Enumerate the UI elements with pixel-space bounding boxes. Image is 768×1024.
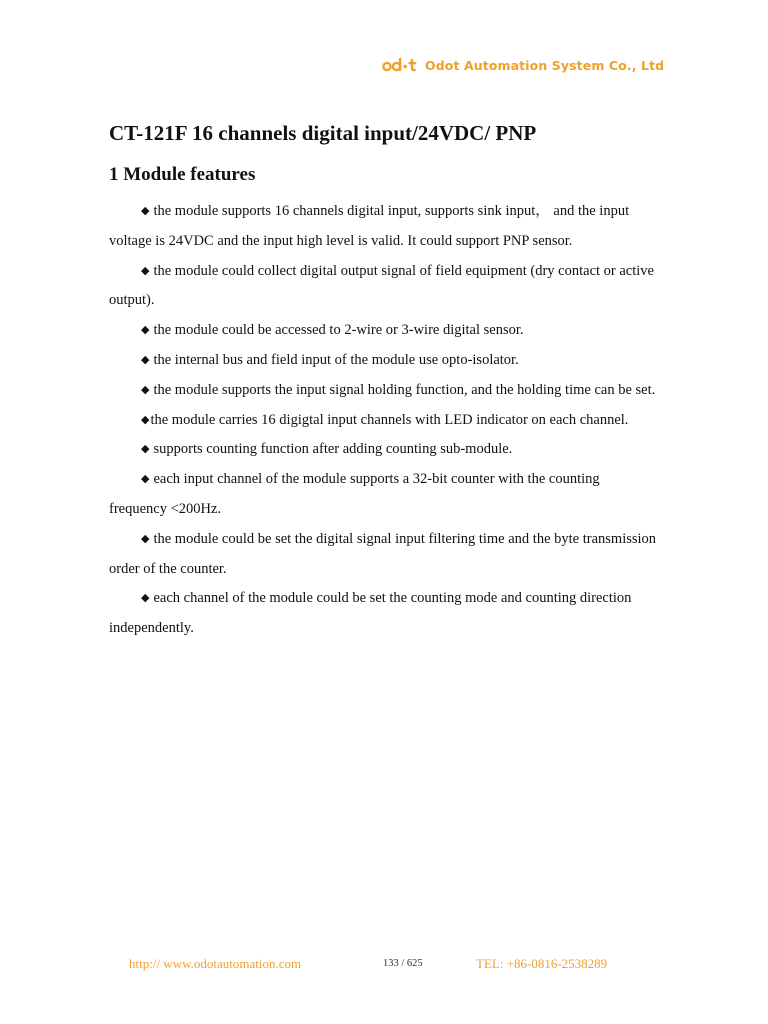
- feature-item: [109, 435, 659, 465]
- page-number: 133 / 625: [383, 958, 423, 969]
- diamond-bullet-icon: ◆: [141, 412, 150, 426]
- feature-text: the module could be accessed to 2-wire or 3-wire digital sensor.: [153, 322, 524, 339]
- feature-text: the module supports 16 channels digital input, supports sink input， and the input voltage is 24VDC and the input high level is valid. It could support PNP sensor.: [109, 203, 630, 249]
- website-link[interactable]: http:// www.odotautomation.com: [129, 956, 302, 971]
- diamond-bullet-icon: ◆: [141, 352, 150, 366]
- diamond-bullet-icon: ◆: [141, 442, 150, 456]
- feature-item: [109, 584, 659, 644]
- telephone-number: TEL: +86-0816-2538289: [476, 956, 608, 971]
- feature-item: [109, 406, 659, 436]
- feature-item: [109, 316, 659, 346]
- feature-item: [109, 465, 659, 525]
- feature-text: each input channel of the module supports a 32-bit counter with the counting frequency <200Hz.: [109, 471, 600, 517]
- odot-logo: [382, 55, 418, 75]
- feature-text: the internal bus and field input of the module use opto-isolator.: [153, 351, 519, 368]
- feature-text: the module could be set the digital signal input filtering time and the byte transmission order of the counter.: [109, 530, 657, 577]
- diamond-bullet-icon: ◆: [141, 263, 150, 277]
- feature-text: the module could collect digital output signal of field equipment (dry contact or active output).: [109, 262, 654, 309]
- feature-list: [109, 197, 659, 644]
- diamond-bullet-icon: ◆: [141, 382, 150, 396]
- feature-item: [109, 376, 659, 406]
- diamond-bullet-icon: ◆: [141, 204, 150, 217]
- feature-item: [109, 257, 659, 317]
- feature-item: [109, 525, 659, 585]
- feature-text: supports counting function after adding counting sub-module.: [153, 441, 513, 458]
- diamond-bullet-icon: ◆: [141, 591, 150, 605]
- feature-item: [109, 197, 659, 257]
- feature-item: [109, 346, 659, 376]
- feature-text: the module carries 16 digigtal input channels with LED indicator on each channel.: [150, 411, 629, 428]
- company-name: Odot Automation System Co., Ltd: [425, 57, 665, 73]
- feature-text: each channel of the module could be set the counting mode and counting direction independently.: [109, 590, 632, 637]
- diamond-bullet-icon: ◆: [141, 323, 150, 337]
- diamond-bullet-icon: ◆: [141, 531, 150, 545]
- document-title: CT-121F 16 channels digital input/24VDC/ PNP: [109, 121, 537, 145]
- page-footer: [0, 954, 768, 976]
- section-heading: 1 Module features: [109, 164, 256, 185]
- odot-logo-icon: [382, 55, 418, 75]
- feature-text: the module supports the input signal holding function, and the holding time can be set.: [153, 381, 656, 398]
- diamond-bullet-icon: ◆: [141, 472, 150, 486]
- page-header: [382, 54, 664, 76]
